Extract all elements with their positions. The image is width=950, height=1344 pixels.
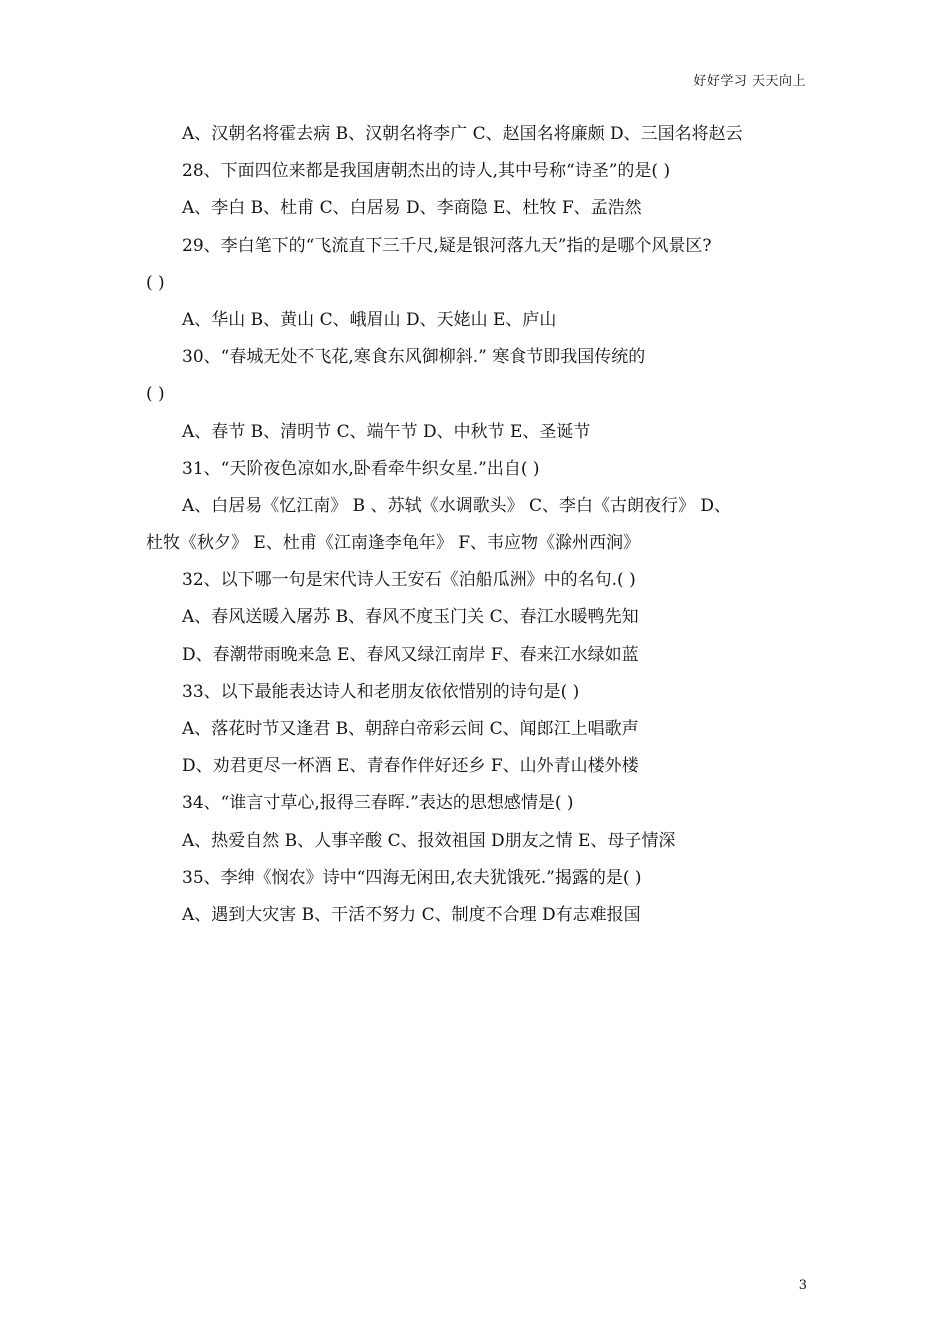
document-body	[146, 116, 810, 934]
answer-options-30: A、春节 B、清明节 C、端午节 D、中秋节 E、圣诞节	[182, 421, 591, 442]
question-31: 31、“天阶夜色凉如水,卧看牵牛织女星.”出自( )	[182, 458, 540, 479]
answer-options-31: A、白居易《忆江南》 B 、苏轼《水调歌头》 C、李白《古朗夜行》 D、	[182, 495, 732, 516]
answer-options-29: A、华山 B、黄山 C、峨眉山 D、天姥山 E、庐山	[182, 309, 557, 330]
question-30-blank: ( )	[146, 384, 165, 405]
question-29: 29、李白笔下的“飞流直下三千尺,疑是银河落九天”指的是哪个风景区?	[182, 235, 712, 256]
answer-options-35: A、遇到大灾害 B、干活不努力 C、制度不合理 D有志难报国	[182, 904, 641, 925]
question-33: 33、以下最能表达诗人和老朋友依依惜别的诗句是( )	[182, 681, 580, 702]
question-32: 32、以下哪一句是宋代诗人王安石《泊船瓜洲》中的名句.( )	[182, 570, 636, 591]
page-header: 好好学习 天天向上	[693, 74, 806, 89]
answer-options-32-b: D、春潮带雨晚来急 E、春风又绿江南岸 F、春来江水绿如蓝	[182, 644, 639, 665]
answer-options-27: A、汉朝名将霍去病 B、汉朝名将李广 C、赵国名将廉颇 D、三国名将赵云	[182, 124, 743, 144]
answer-options-34: A、热爱自然 B、人事辛酸 C、报效祖国 D朋友之情 E、母子情深	[182, 830, 676, 851]
question-29-blank: ( )	[146, 272, 165, 293]
answer-options-33-a: A、落花时节又逢君 B、朝辞白帝彩云间 C、闻郎江上唱歌声	[182, 719, 639, 739]
question-35: 35、李绅《悯农》诗中“四海无闲田,农夫犹饿死.”揭露的是( )	[182, 867, 642, 888]
answer-options-28: A、李白 B、杜甫 C、白居易 D、李商隐 E、杜牧 F、孟浩然	[182, 198, 642, 219]
answer-options-33-b: D、劝君更尽一杯酒 E、青春作伴好还乡 F、山外青山楼外楼	[182, 756, 639, 777]
page-number: 3	[798, 1278, 807, 1293]
answer-options-32-a: A、春风送暖入屠苏 B、春风不度玉门关 C、春江水暖鸭先知	[182, 607, 639, 628]
question-28: 28、下面四位来都是我国唐朝杰出的诗人,其中号称“诗圣”的是( )	[182, 161, 671, 182]
answer-options-31-continued: 杜牧《秋夕》 E、杜甫《江南逢李龟年》 F、韦应物《滁州西涧》	[146, 533, 641, 554]
question-34: 34、“谁言寸草心,报得三春晖.”表达的思想感情是( )	[182, 793, 574, 814]
question-30: 30、“春城无处不飞花,寒食东风御柳斜.” 寒食节即我国传统的	[182, 347, 646, 368]
